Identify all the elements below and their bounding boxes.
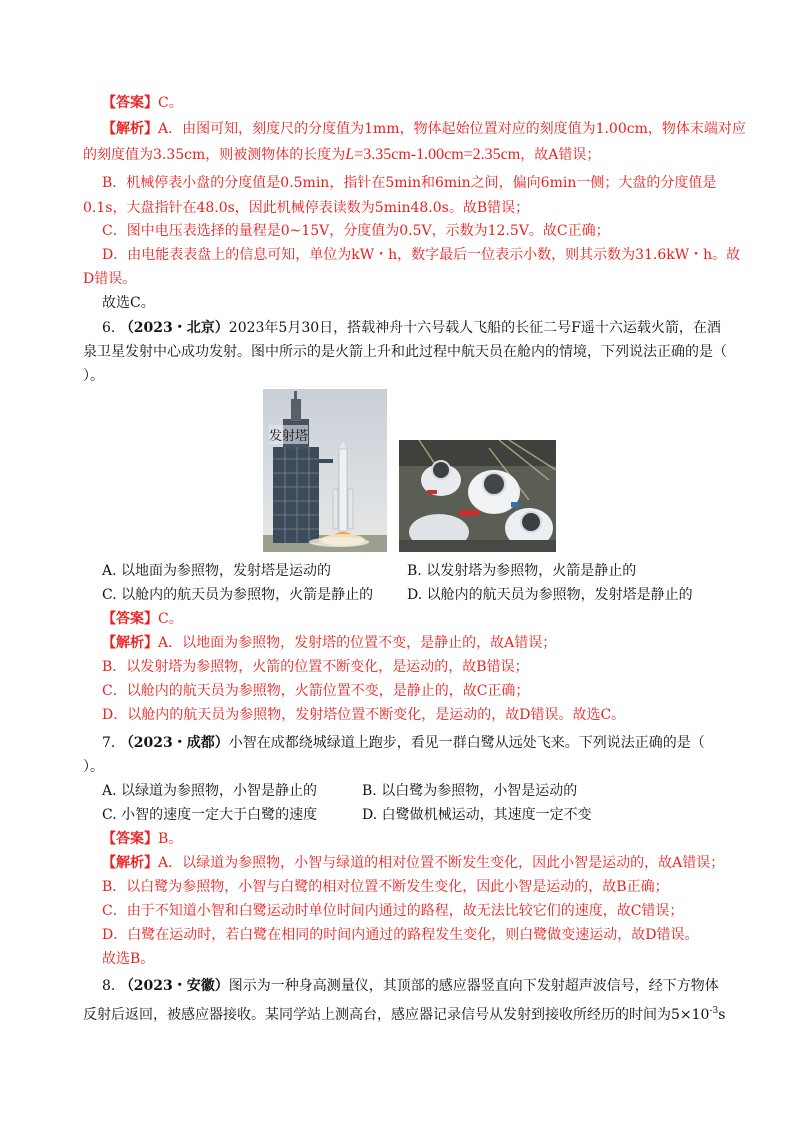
q5-analysis-line-6: D．由电能表表盘上的信息可知，单位为kW・h，数字最后一位表示小数，则其示数为31.6kW・h。故: [102, 247, 741, 263]
q7-analysis-line-4: D．白鹭在运动时，若白鹭在相同的时间内通过的路程发生变化，则白鹭做变速运动，故D错误。: [102, 927, 699, 943]
q7-source: （2023・成都）: [119, 735, 229, 751]
q5-analysis-line-4: 0.1s，大盘指针在48.0s，因此机械停表读数为5min48.0s。故B错误；: [83, 200, 530, 216]
q6-analysis-line-2: B．以发射塔为参照物，火箭的位置不断变化，是运动的，故B错误；: [102, 659, 529, 675]
q7-answer-line: [102, 829, 182, 849]
q7-number: 7.: [102, 735, 116, 751]
q5-length-formula: =3.35cm-1.00cm=2.35cm: [354, 146, 521, 163]
q8-stem-text-2: 反射后返回，被感应器接收。某同学站上测高台，感应器记录信号从发射到接收所经历的时间为5×10: [83, 1007, 710, 1023]
q6-source: （2023・北京）: [119, 320, 229, 336]
q8-unit: s: [718, 1007, 726, 1023]
q6-option-d: D. 以舱内的航天员为参照物，发射塔是静止的: [407, 587, 693, 603]
q7-option-c: C. 小智的速度一定大于白鹭的速度: [102, 807, 318, 823]
q8-number: 8.: [102, 978, 116, 994]
q8-exponent: -3: [709, 1006, 719, 1016]
q5-analysis-text-2a: 的刻度值为3.35cm，则被测物体的长度为: [83, 147, 346, 163]
astronauts-cabin-photo: [399, 440, 556, 552]
q5-answer-label: 【答案】: [102, 95, 158, 111]
q8-stem-text-1: 图示为一种身高测量仪，其顶部的感应器竖直向下发射超声波信号，经下方物体: [228, 978, 719, 994]
q5-answer-value: C。: [158, 95, 183, 111]
q6-stem-line-3: ）。: [83, 368, 104, 384]
q7-stem-text-1: 小智在成都绕城绿道上跑步，看见一群白鹭从远处飞来。下列说法正确的是（: [228, 735, 705, 751]
q6-answer-line: [102, 609, 183, 629]
q7-option-a: A. 以绿道为参照物，小智是静止的: [102, 783, 318, 799]
launch-tower-label: 发射塔: [269, 425, 308, 444]
q7-conclusion: 故选B。: [102, 951, 155, 967]
q6-option-c: C. 以舱内的航天员为参照物，火箭是静止的: [102, 587, 374, 603]
q7-analysis-label: 【解析】: [102, 855, 158, 871]
launch-tower-photo: [263, 389, 387, 552]
q6-analysis-line-4: D．以舱内的航天员为参照物，发射塔位置不断变化，是运动的，故D错误。故选C。: [102, 707, 626, 723]
q6-analysis-line-1: [102, 633, 556, 653]
q6-number: 6.: [102, 320, 116, 336]
q6-answer-label: 【答案】: [102, 611, 158, 627]
q6-analysis-text-1: A．以地面为参照物，发射塔的位置不变，是静止的，故A错误；: [158, 635, 557, 651]
q8-stem-line-1: [102, 976, 719, 996]
q5-analysis-text-1: A．由图可知，刻度尺的分度值为1mm，物体起始位置对应的刻度值为1.00cm，物体末端对应: [158, 121, 746, 137]
q7-stem-line-1: [102, 733, 705, 753]
q7-answer-value: B。: [158, 831, 183, 847]
q6-analysis-label: 【解析】: [102, 635, 158, 651]
q5-analysis-line-7: D错误。: [83, 271, 137, 287]
q6-answer-value: C。: [158, 611, 183, 627]
q7-option-b: B. 以白鹭为参照物，小智是运动的: [362, 783, 578, 799]
q7-stem-line-2: ）。: [83, 759, 104, 775]
q7-option-d: D. 白鹭做机械运动，其速度一定不变: [362, 807, 592, 823]
q6-stem-line-2: 泉卫星发射中心成功发射。图中所示的是火箭上升和此过程中航天员在舱内的情境，下列说法正确的是（: [83, 344, 727, 360]
q7-answer-label: 【答案】: [102, 831, 158, 847]
q7-analysis-line-3: C．由于不知道小智和白鹭运动时单位时间内通过的路程，故无法比较它们的速度，故C错误；: [102, 903, 684, 919]
q7-analysis-text-1: A．以绿道为参照物，小智与绿道的相对位置不断发生变化，因此小智是运动的，故A错误；: [158, 855, 725, 871]
q5-analysis-line-5: C．图中电压表选择的量程是0~15V，分度值为0.5V，示数为12.5V。故C正确；: [102, 223, 610, 239]
q5-analysis-line-2: [83, 145, 600, 165]
q6-stem-line-1: [102, 318, 721, 338]
q6-stem-text-1: 2023年5月30日，搭载神舟十六号载人飞船的长征二号F遥十六运载火箭，在酒: [228, 320, 721, 336]
q6-analysis-line-3: C．以舱内的航天员为参照物，火箭位置不变，是静止的，故C正确；: [102, 683, 530, 699]
q5-analysis-line-3: B．机械停表小盘的分度值是0.5min，指针在5min和6min之间，偏向6min一侧；大盘的分度值是: [102, 175, 717, 191]
q5-answer-line: [102, 93, 183, 113]
q7-analysis-line-2: B．以白鹭为参照物，小智与白鹭的相对位置不断发生变化，因此小智是运动的，故B正确；: [102, 879, 669, 895]
q5-analysis-text-2b: ，故A错误；: [520, 147, 601, 163]
q5-analysis-line-1: [102, 119, 746, 139]
q5-analysis-label: 【解析】: [102, 121, 158, 137]
q8-stem-line-2: [83, 1001, 725, 1025]
q5-length-variable: L: [345, 146, 355, 163]
q8-source: （2023・安徽）: [119, 978, 229, 994]
q5-conclusion: 故选C。: [102, 295, 155, 311]
q6-option-a: A. 以地面为参照物，发射塔是运动的: [102, 563, 332, 579]
q7-analysis-line-1: [102, 853, 724, 873]
q6-option-b: B. 以发射塔为参照物，火箭是静止的: [407, 563, 637, 579]
